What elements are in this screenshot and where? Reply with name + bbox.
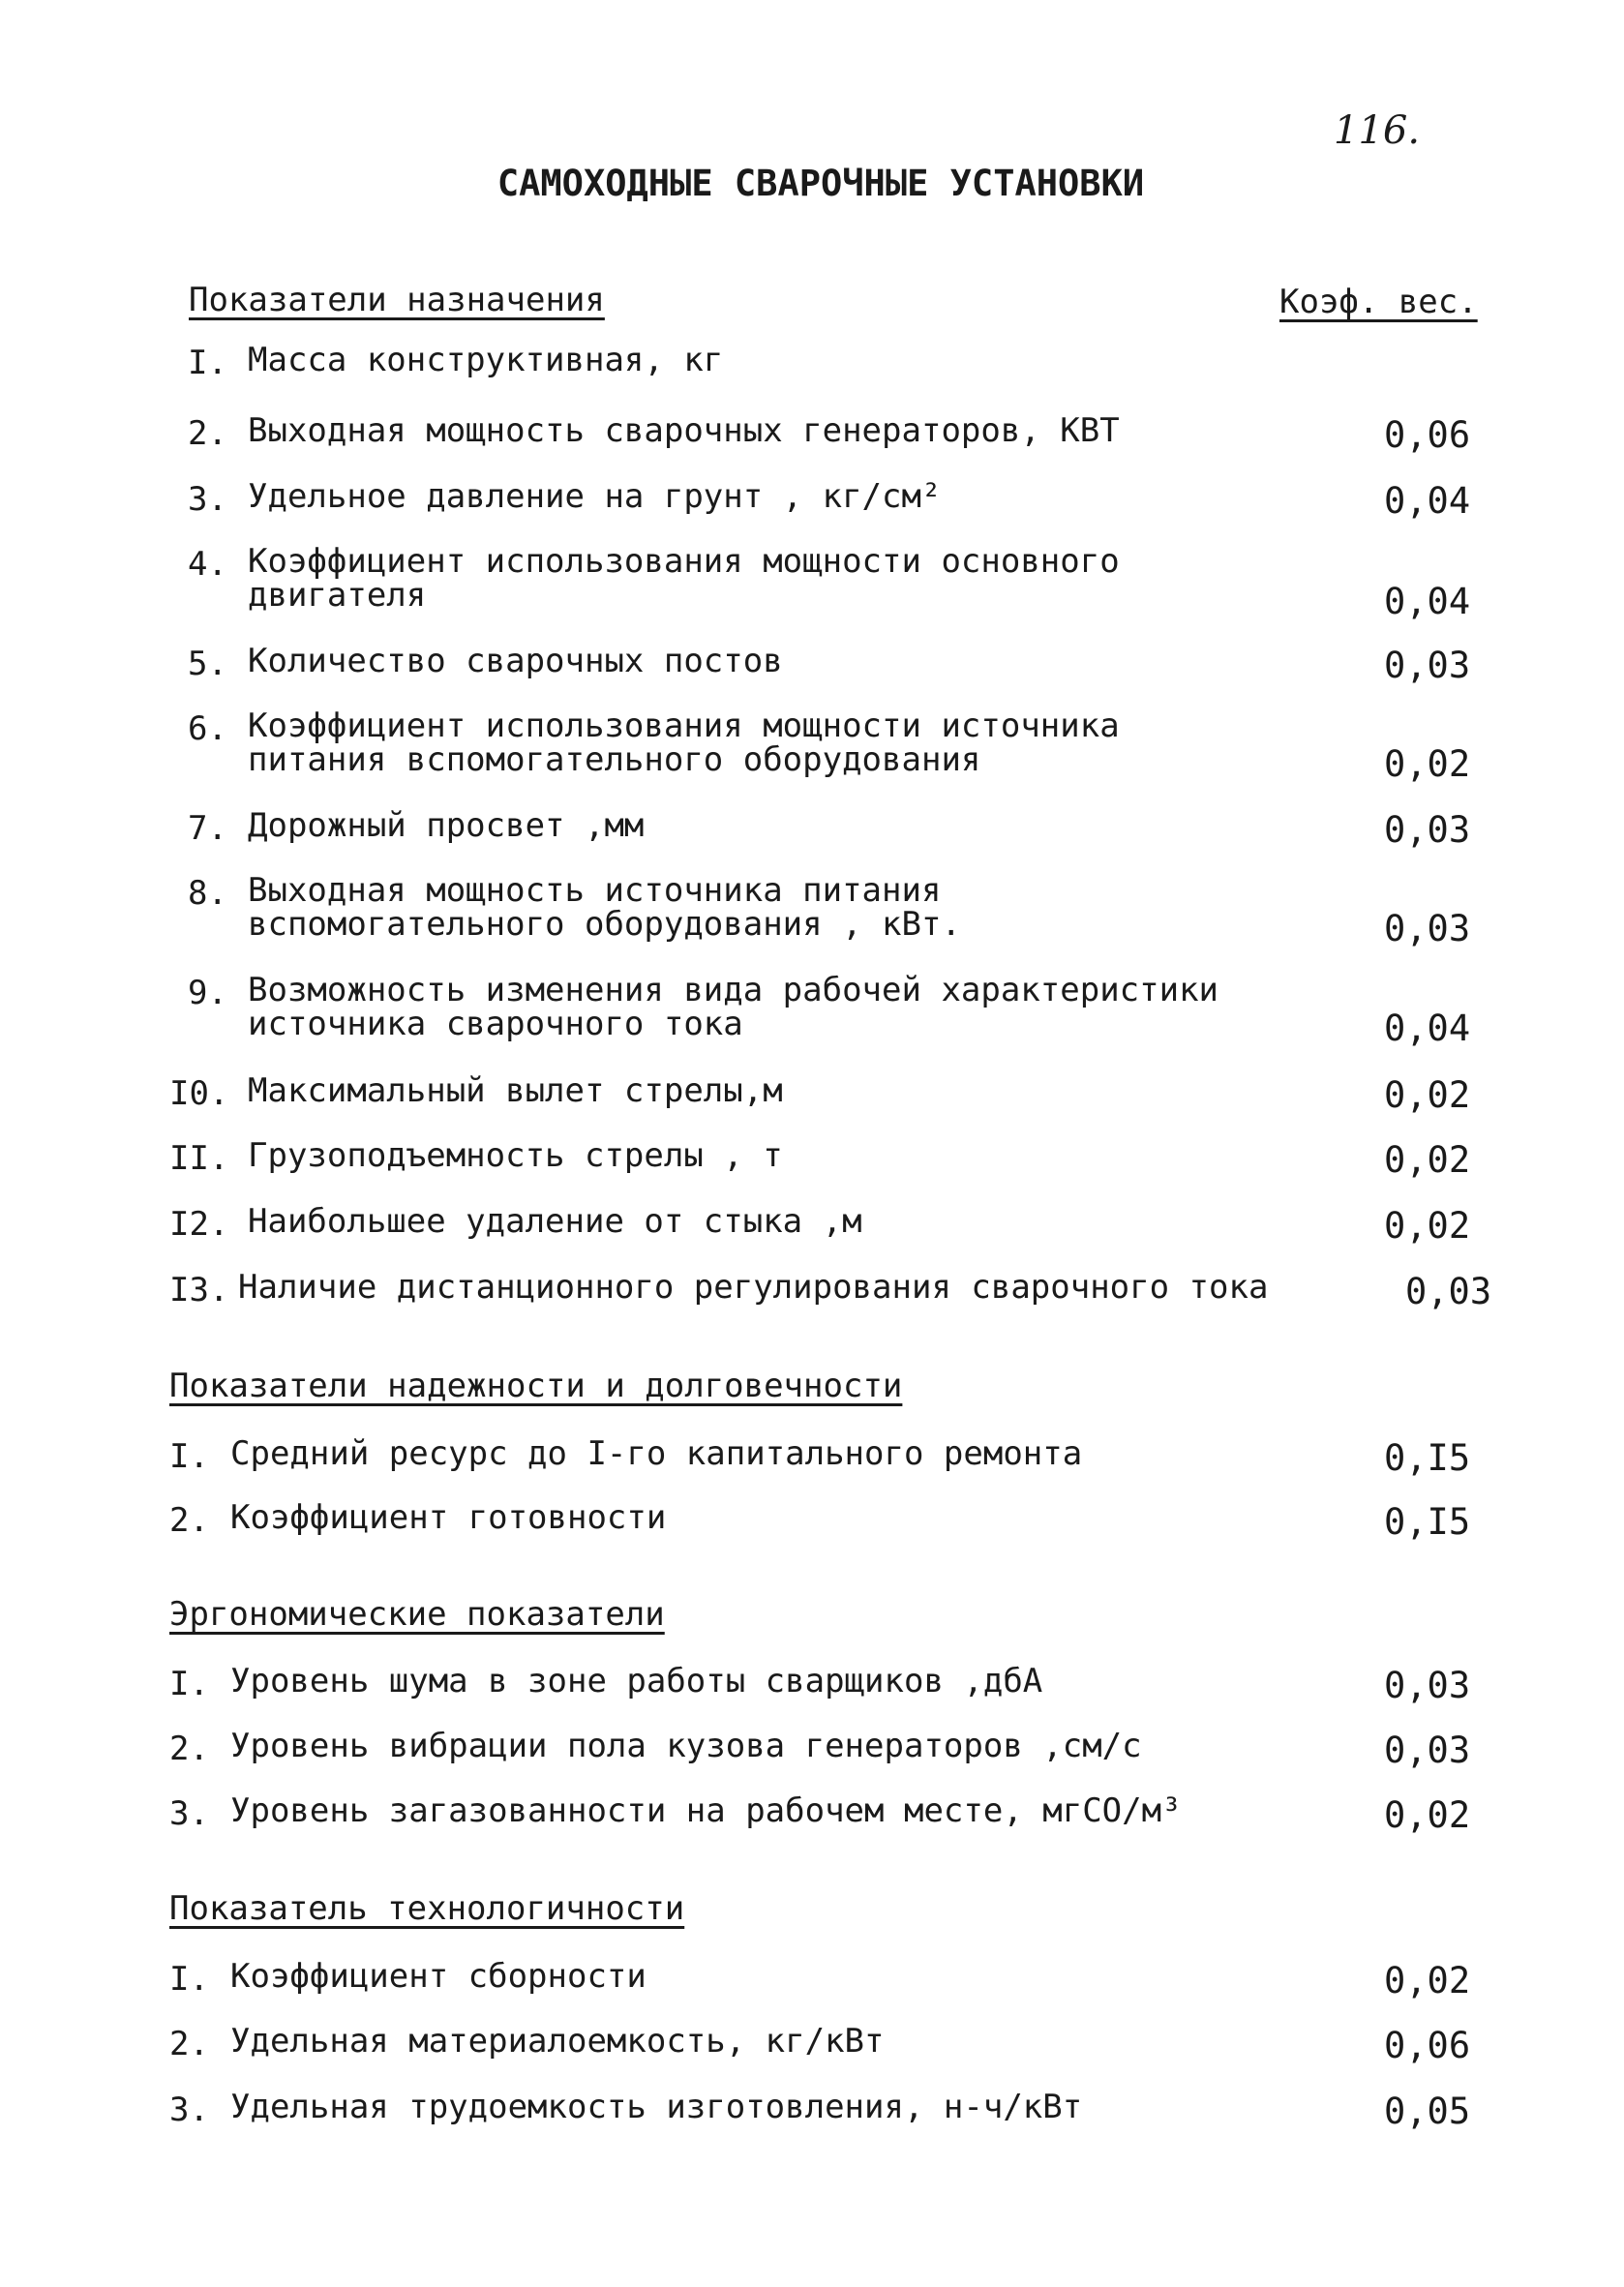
item-coefficient: 0,03 — [1384, 1730, 1471, 1771]
item-label: Масса конструктивная, кг — [248, 341, 724, 379]
item-number: I3. — [169, 1271, 229, 1309]
item-label: Уровень загазованности на рабочем месте, мгСО/м³ — [230, 1791, 1182, 1830]
item-number: 2. — [188, 414, 227, 453]
item-coefficient: 0,06 — [1384, 414, 1471, 456]
section-heading-manufacturability: Показатель технологичности — [169, 1889, 685, 1928]
item-number: 2. — [169, 1501, 209, 1540]
item-coefficient: 0,02 — [1384, 743, 1471, 785]
item-coefficient: 0,02 — [1384, 1960, 1471, 2001]
item-number: I0. — [169, 1074, 229, 1113]
item-label: Наличие дистанционного регулирования сварочного тока — [238, 1268, 1269, 1307]
section-heading-purpose: Показатели назначения — [189, 281, 605, 319]
item-number: 5. — [188, 645, 227, 683]
item-number: 7. — [188, 809, 227, 848]
item-number: I. — [188, 344, 227, 382]
item-coefficient: 0,06 — [1384, 2025, 1471, 2066]
item-label: Уровень вибрации пола кузова генераторов ,см/с — [230, 1727, 1142, 1765]
item-number: 6. — [188, 709, 227, 748]
item-label: Выходная мощность сварочных генераторов, КВТ — [248, 411, 1120, 450]
item-number: I. — [169, 1665, 209, 1703]
item-label: Количество сварочных постов — [248, 642, 783, 680]
coefficient-column-header: Коэф. вес. — [1279, 283, 1478, 321]
item-number: II. — [169, 1139, 229, 1178]
item-number: I. — [169, 1437, 209, 1476]
item-label: Коэффициент использования мощности источника питания вспомогательного оборудования — [248, 707, 1120, 779]
item-coefficient: 0,I5 — [1384, 1501, 1471, 1543]
item-number: I2. — [169, 1205, 229, 1244]
section-heading-ergonomic: Эргономические показатели — [169, 1595, 665, 1634]
item-coefficient: 0,03 — [1384, 908, 1471, 949]
item-number: 3. — [169, 2091, 209, 2129]
item-label: Удельное давление на грунт , кг/см² — [248, 477, 942, 516]
item-coefficient: 0,04 — [1384, 480, 1471, 522]
item-coefficient: 0,02 — [1384, 1074, 1471, 1116]
item-label: Удельная материалоемкость, кг/кВт — [230, 2022, 885, 2061]
item-number: 4. — [188, 545, 227, 584]
item-coefficient: 0,02 — [1384, 1139, 1471, 1181]
item-label: Возможность изменения вида рабочей характеристики источника сварочного тока — [248, 971, 1219, 1043]
item-number: 3. — [169, 1794, 209, 1833]
item-coefficient: 0,04 — [1384, 1008, 1471, 1049]
item-number: 2. — [169, 1730, 209, 1768]
item-label: Уровень шума в зоне работы сварщиков ,дбА — [230, 1662, 1043, 1700]
item-label: Наибольшее удаление от стыка ,м — [248, 1202, 862, 1241]
item-coefficient: 0,03 — [1384, 645, 1471, 686]
item-number: 2. — [169, 2025, 209, 2063]
page-title: САМОХОДНЫЕ СВАРОЧНЫЕ УСТАНОВКИ — [496, 163, 1145, 204]
item-number: 9. — [188, 974, 227, 1012]
item-number: 3. — [188, 480, 227, 519]
page-number: 116. — [1334, 108, 1421, 153]
item-coefficient: 0,03 — [1405, 1271, 1492, 1312]
item-coefficient: 0,I5 — [1384, 1437, 1471, 1479]
item-label: Грузоподъемность стрелы , т — [248, 1136, 783, 1175]
item-coefficient: 0,04 — [1384, 581, 1471, 622]
item-label: Выходная мощность источника питания вспомогательного оборудования , кВт. — [248, 871, 961, 944]
item-label: Максимальный вылет стрелы,м — [248, 1071, 783, 1110]
item-label: Удельная трудоемкость изготовления, н-ч/кВт — [230, 2088, 1083, 2126]
section-heading-reliability: Показатели надежности и долговечности — [169, 1367, 903, 1405]
item-coefficient: 0,02 — [1384, 1205, 1471, 1247]
item-coefficient: 0,02 — [1384, 1794, 1471, 1836]
item-number: I. — [169, 1960, 209, 1999]
item-coefficient: 0,05 — [1384, 2091, 1471, 2132]
item-label: Коэффициент использования мощности основного двигателя — [248, 542, 1120, 615]
item-coefficient: 0,03 — [1384, 1665, 1471, 1706]
item-number: 8. — [188, 874, 227, 913]
item-label: Дорожный просвет ,мм — [248, 806, 645, 845]
item-label: Средний ресурс до I-го капитального ремонта — [230, 1434, 1083, 1473]
item-label: Коэффициент готовности — [230, 1498, 667, 1537]
item-coefficient: 0,03 — [1384, 809, 1471, 851]
item-label: Коэффициент сборности — [230, 1957, 647, 1996]
